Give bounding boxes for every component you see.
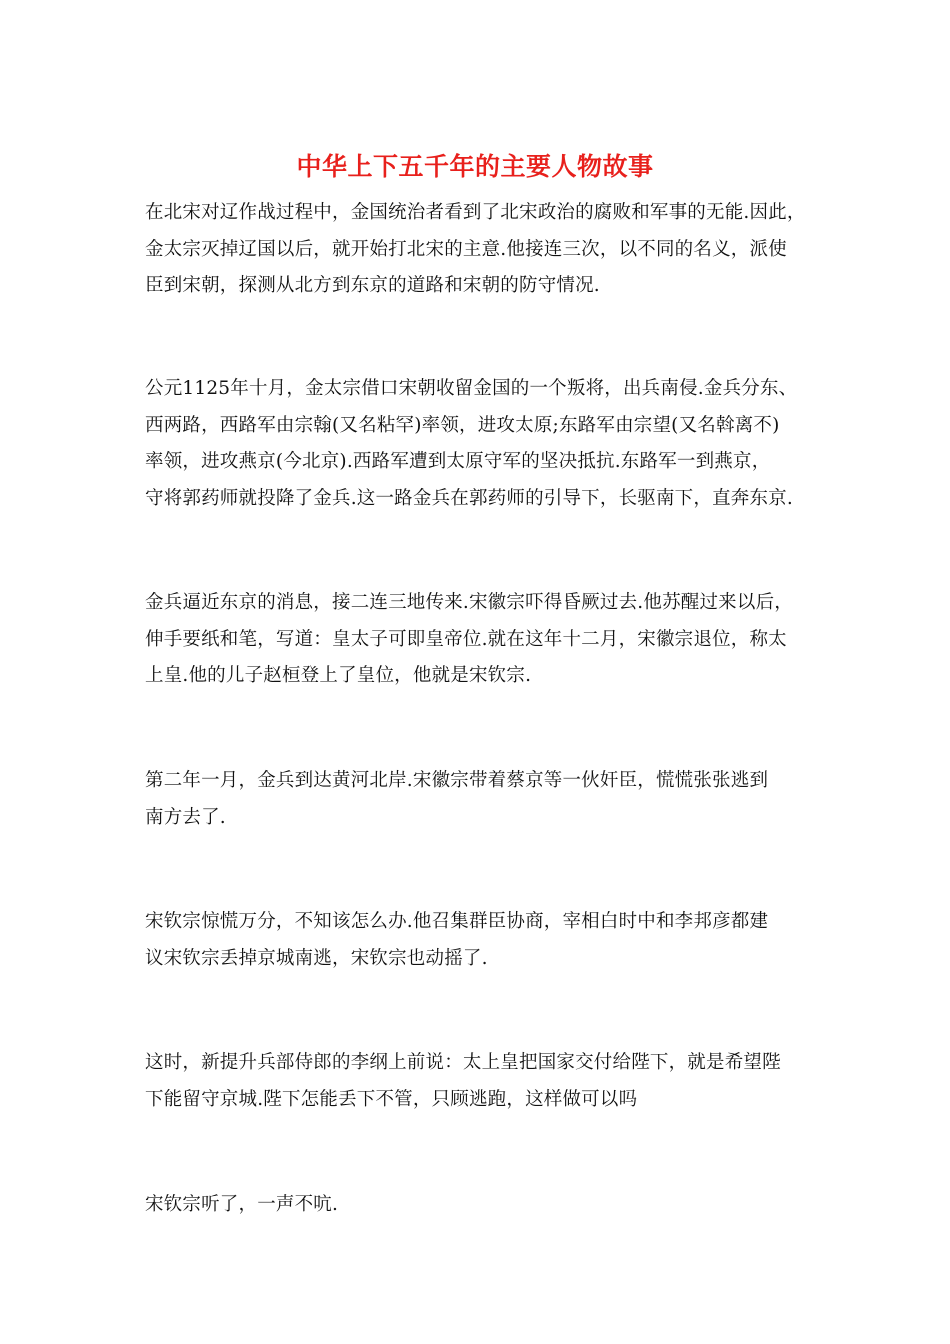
paragraph-line: 宋钦宗听了，一声不吭. (145, 1194, 339, 1215)
paragraph-line: 伸手要纸和笔，写道：皇太子可即皇帝位.就在这年十二月，宋徽宗退位，称太 (145, 628, 787, 650)
paragraph-5 (145, 904, 817, 977)
paragraph-6 (145, 1045, 817, 1118)
paragraph-line: 上皇.他的儿子赵桓登上了皇位，他就是宋钦宗. (145, 665, 532, 686)
paragraph-line: 金太宗灭掉辽国以后，就开始打北宋的主意.他接连三次，以不同的名义，派使 (145, 238, 787, 260)
paragraph-4 (145, 763, 817, 836)
paragraph-line: 下能留守京城.陛下怎能丢下不管，只顾逃跑，这样做可以吗 (145, 1088, 638, 1110)
paragraph-3 (145, 585, 817, 695)
paragraph-line: 议宋钦宗丢掉京城南逃，宋钦宗也动摇了. (145, 947, 488, 969)
paragraph-line: 第二年一月，金兵到达黄河北岸.宋徽宗带着蔡京等一伙奸臣，慌慌张张逃到 (145, 770, 769, 791)
paragraph-1 (145, 195, 817, 305)
paragraph-line: 南方去了. (145, 806, 226, 828)
paragraph-line: 宋钦宗惊慌万分，不知该怎么办.他召集群臣协商，宰相白时中和李邦彦都建 (145, 911, 769, 932)
document-title: 中华上下五千年的主要人物故事 (296, 152, 654, 181)
paragraph-line: 臣到宋朝，探测从北方到东京的道路和宋朝的防守情况. (145, 275, 600, 296)
paragraph-line: 这时，新提升兵部侍郎的李纲上前说：太上皇把国家交付给陛下，就是希望陛 (145, 1052, 781, 1073)
paragraph-line: 金兵逼近东京的消息，接二连三地传来.宋徽宗吓得昏厥过去.他苏醒过来以后， (145, 592, 793, 613)
paragraph-line: 在北宋对辽作战过程中，金国统治者看到了北宋政治的腐败和军事的无能.因此， (145, 202, 806, 223)
paragraph-line: 守将郭药师就投降了金兵.这一路金兵在郭药师的引导下，长驱南下，直奔东京. (145, 487, 793, 509)
paragraph-line: 西两路，西路军由宗翰(又名粘罕)率领，进攻太原;东路军由宗望(又名斡离不) (145, 414, 780, 436)
paragraph-line: 率领，进攻燕京(今北京).西路军遭到太原守军的坚决抵抗.东路军一到燕京， (145, 451, 771, 472)
paragraph-7 (145, 1187, 817, 1224)
paragraph-2 (145, 371, 817, 517)
paragraph-line: 公元1125年十月，金太宗借口宋朝收留金国的一个叛将，出兵南侵.金兵分东、 (145, 378, 798, 399)
